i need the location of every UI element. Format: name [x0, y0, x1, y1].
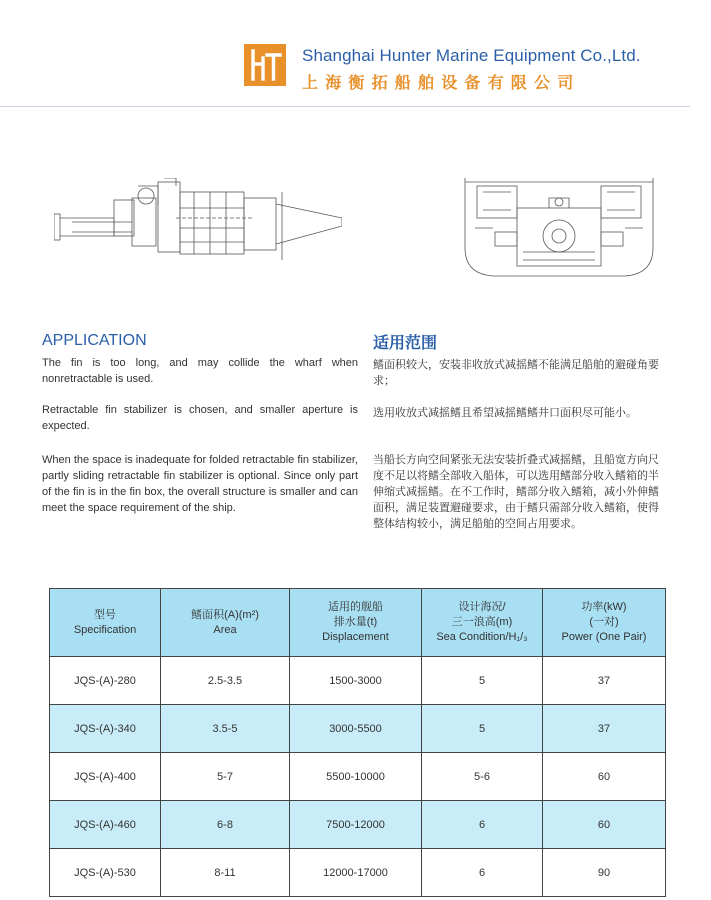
column-header-en: Area [213, 623, 237, 636]
table-row [50, 753, 666, 801]
table-cell-area: 5-7 [161, 753, 290, 801]
column-header-cn: 鳍面积(A)(m²) [191, 608, 259, 621]
column-header-cn: (一对) [589, 616, 619, 628]
column-header-en: Displacement [322, 631, 389, 643]
column-header-cn: 排水量(t) [333, 616, 378, 628]
application-paragraph-en: The fin is too long, and may collide the wharf when nonretractable is used. [42, 357, 358, 385]
application-paragraph-en: When the space is inadequate for folded retractable fin stabilizer, partly sliding retractable fin stabilizer is optional. Since only part of the fin is in the fin box, the overall structure is smaller and can meet the space requirement of the ship. [42, 454, 358, 514]
page-header [0, 0, 711, 108]
table-cell-specification: JQS-(A)-460 [50, 801, 161, 849]
application-paragraph-cn: 当船长方向空间紧张无法安装折叠式减摇鳍，且船宽方向尺度不足以将鳍全部收入船体，可以选用鳍部分收入鳍箱的半伸缩式减摇鳍。在不工作时，鳍部分收入鳍箱，减小外伸鳍面积，满足装置避碰要求，由于鳍只需部分收入鳍箱，使得整体结构较小，满足船舶的空间占用要求。 [373, 454, 659, 530]
column-header-cn: 功率(kW) [581, 601, 627, 613]
column-header-cn: 适用的舰船 [328, 601, 383, 613]
column-header-displacement [290, 589, 422, 657]
column-header-power [543, 589, 666, 657]
table-cell-sea-condition: 5-6 [422, 753, 543, 801]
application-paragraph-en: Retractable fin stabilizer is chosen, and smaller aperture is expected. [42, 404, 358, 432]
table-cell-area: 2.5-3.5 [161, 657, 290, 705]
column-header-cn: 型号 [94, 608, 116, 621]
application-paragraph-cn: 选用收放式减摇鳍且希望减摇鳍鳍井口面积尽可能小。 [373, 407, 637, 419]
table-cell-sea-condition: 5 [422, 705, 543, 753]
company-name-en: Shanghai Hunter Marine Equipment Co.,Ltd. [302, 46, 641, 65]
table-row [50, 801, 666, 849]
company-logo-icon [244, 44, 286, 86]
table-cell-area: 8-11 [161, 849, 290, 897]
table-cell-displacement: 12000-17000 [290, 849, 422, 897]
table-cell-displacement: 1500-3000 [290, 657, 422, 705]
table-cell-power: 60 [543, 753, 666, 801]
application-title-cn: 适用范围 [373, 335, 438, 352]
column-header-en: Power (One Pair) [561, 631, 647, 643]
column-header-cn: 三一浪高(m) [451, 616, 513, 628]
table-cell-sea-condition: 6 [422, 849, 543, 897]
table-row [50, 657, 666, 705]
table-cell-specification: JQS-(A)-340 [50, 705, 161, 753]
table-cell-power: 37 [543, 657, 666, 705]
table-row [50, 705, 666, 753]
column-header-area [161, 589, 290, 657]
table-cell-sea-condition: 6 [422, 801, 543, 849]
table-cell-area: 3.5-5 [161, 705, 290, 753]
header-divider [0, 106, 690, 107]
table-cell-sea-condition: 5 [422, 657, 543, 705]
column-header-en: Specification [73, 623, 137, 636]
table-cell-specification: JQS-(A)-530 [50, 849, 161, 897]
table-cell-specification: JQS-(A)-400 [50, 753, 161, 801]
application-title-en: APPLICATION [42, 332, 147, 349]
table-cell-power: 90 [543, 849, 666, 897]
table-cell-area: 6-8 [161, 801, 290, 849]
column-header-specification [50, 589, 161, 657]
fin-stabilizer-side-view-drawing [54, 178, 342, 260]
company-name-cn: 上海衡拓船舶设备有限公司 [302, 75, 581, 92]
table-cell-specification: JQS-(A)-280 [50, 657, 161, 705]
table-cell-power: 60 [543, 801, 666, 849]
table-cell-power: 37 [543, 705, 666, 753]
table-header-row [50, 589, 666, 657]
application-paragraph-cn: 鳍面积较大，安装非收放式减摇鳍不能满足船舶的避碰角要求； [373, 359, 659, 387]
column-header-cn: 设计海况/ [458, 601, 506, 613]
table-cell-displacement: 3000-5500 [290, 705, 422, 753]
table-row [50, 849, 666, 897]
table-cell-displacement: 5500-10000 [290, 753, 422, 801]
table-cell-displacement: 7500-12000 [290, 801, 422, 849]
specification-table [49, 588, 666, 897]
fin-stabilizer-front-view-drawing [463, 178, 655, 280]
column-header-sea-condition [422, 589, 543, 657]
column-header-en: Sea Condition/H₁/₃ [436, 631, 528, 643]
